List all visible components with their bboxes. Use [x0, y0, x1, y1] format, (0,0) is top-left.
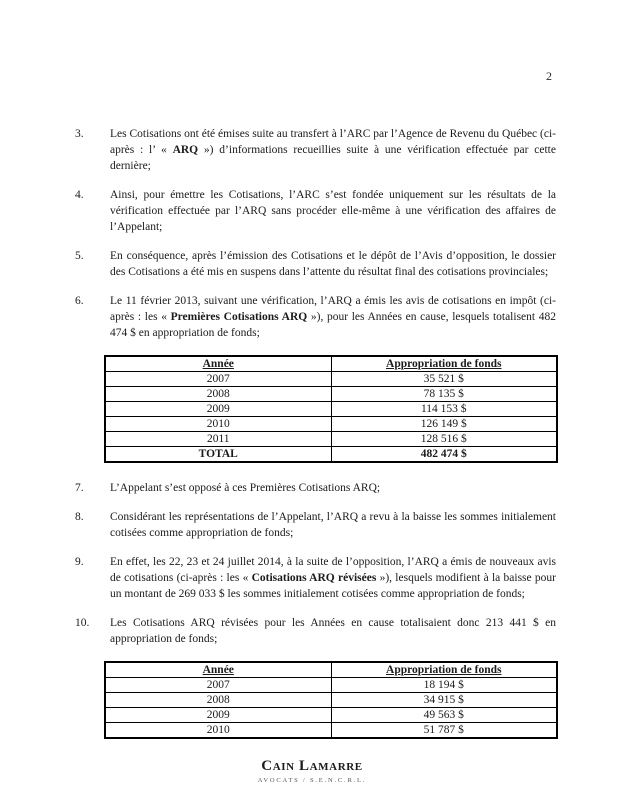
table-row — [105, 387, 557, 402]
table-cell: 78 135 $ — [331, 387, 557, 402]
text-segment: ») d’informations recueillies suite à une vérification effectuée par cette dernière; — [110, 144, 556, 172]
paragraph-number: 4. — [75, 189, 84, 201]
document-body — [0, 126, 624, 739]
paragraph-3 — [75, 126, 556, 174]
table-row — [105, 417, 557, 432]
table-cell: 2008 — [105, 693, 331, 708]
text-segment: Le 11 février 2013, suivant une vérification, l’ARQ a émis les avis de cotisations en impôt (ci-après : les « — [110, 295, 556, 323]
page-number: 2 — [546, 69, 552, 83]
table-body — [105, 372, 557, 463]
table-row — [105, 432, 557, 447]
table-row — [105, 402, 557, 417]
table-row — [105, 678, 557, 693]
table-header-annee: Année — [105, 356, 331, 372]
cotisations-revisees-table — [104, 661, 558, 739]
table-cell: 2011 — [105, 432, 331, 447]
table-header-appropriation: Appropriation de fonds — [331, 356, 557, 372]
table-cell: 2008 — [105, 387, 331, 402]
paragraph-8 — [75, 509, 556, 541]
paragraph-4 — [75, 187, 556, 235]
table-cell: 114 153 $ — [331, 402, 557, 417]
defined-term: Cotisations ARQ révisées — [251, 572, 377, 584]
table-header-appropriation: Appropriation de fonds — [331, 662, 557, 678]
paragraph-text — [110, 126, 556, 174]
table-row — [105, 723, 557, 739]
table-body — [105, 678, 557, 739]
law-firm-footer — [0, 759, 624, 784]
table-cell: 51 787 $ — [331, 723, 557, 739]
defined-term: ARQ — [172, 144, 199, 156]
firm-subtitle: AVOCATS / S.E.N.C.R.L. — [257, 777, 367, 784]
text-segment: »), pour les Années en cause, lesquels totalisent 482 474 $ en appropriation de fonds; — [110, 311, 557, 339]
table-head — [105, 356, 557, 372]
table-head — [105, 662, 557, 678]
paragraph-text — [110, 554, 556, 602]
table-cell: 35 521 $ — [331, 372, 557, 387]
paragraph-text — [110, 248, 556, 280]
table-row — [105, 693, 557, 708]
text-segment: Ainsi, pour émettre les Cotisations, l’ARC s’est fondée uniquement sur les résultats de la vérification effectuée par l’ARQ sans procéder elle-même à une vérification des affaires de l’Appelant; — [110, 189, 556, 233]
table-cell: 2010 — [105, 723, 331, 739]
text-segment: Les Cotisations ont été émises suite au transfert à l’ARC par l’Agence de Revenu du Québec (ci-après : l’ « — [110, 128, 556, 156]
table-header-annee: Année — [105, 662, 331, 678]
table-cell: TOTAL — [105, 447, 331, 463]
text-segment: En conséquence, après l’émission des Cotisations et le dépôt de l’Avis d’opposition, le dossier des Cotisations a été mis en suspens dans l’attente du résultat final des cotisations provinciales; — [110, 250, 556, 278]
paragraph-text — [110, 480, 556, 496]
paragraph-number: 5. — [75, 250, 84, 262]
table-cell: 128 516 $ — [331, 432, 557, 447]
text-segment: Considérant les représentations de l’Appelant, l’ARQ a revu à la baisse les sommes initialement cotisées comme appropriation de fonds; — [110, 511, 556, 539]
firm-name: Cain Lamarre — [261, 758, 363, 774]
paragraph-text — [110, 615, 556, 647]
table-cell: 2009 — [105, 402, 331, 417]
paragraph-number: 9. — [75, 556, 84, 568]
paragraph-number: 7. — [75, 482, 84, 494]
paragraph-number: 10. — [75, 617, 90, 629]
table-cell: 2007 — [105, 372, 331, 387]
premieres-cotisations-table — [104, 355, 558, 463]
table-cell: 34 915 $ — [331, 693, 557, 708]
paragraph-5 — [75, 248, 556, 280]
paragraph-number: 3. — [75, 128, 84, 140]
table-cell: 2009 — [105, 708, 331, 723]
table-cell: 482 474 $ — [331, 447, 557, 463]
table-row — [105, 708, 557, 723]
paragraph-7 — [75, 480, 556, 496]
paragraph-10 — [75, 615, 556, 647]
paragraph-text — [110, 293, 556, 341]
table-row — [105, 372, 557, 387]
text-segment: En effet, les 22, 23 et 24 juillet 2014, à la suite de l’opposition, l’ARQ a émis de nouveaux avis de cotisations (ci-après : les « — [110, 556, 556, 584]
paragraph-6 — [75, 293, 556, 341]
paragraph-9 — [75, 554, 556, 602]
paragraph-number: 6. — [75, 295, 84, 307]
paragraph-text — [110, 187, 556, 235]
paragraph-text — [110, 509, 556, 541]
text-segment: »), lesquels modifient à la baisse pour un montant de 269 033 $ les sommes initialement cotisées comme appropriation de fonds; — [110, 572, 556, 600]
table-cell: 49 563 $ — [331, 708, 557, 723]
table-header-row — [105, 662, 557, 678]
table-header-row — [105, 356, 557, 372]
text-segment: Les Cotisations ARQ révisées pour les Années en cause totalisaient donc 213 441 $ en appropriation de fonds; — [110, 617, 556, 645]
text-segment: L’Appelant s’est opposé à ces Premières Cotisations ARQ; — [110, 482, 381, 494]
table-cell: 2007 — [105, 678, 331, 693]
table-cell: 18 194 $ — [331, 678, 557, 693]
paragraph-number: 8. — [75, 511, 84, 523]
table-cell: 126 149 $ — [331, 417, 557, 432]
table-row — [105, 447, 557, 463]
defined-term: Premières Cotisations ARQ — [170, 311, 308, 323]
table-cell: 2010 — [105, 417, 331, 432]
